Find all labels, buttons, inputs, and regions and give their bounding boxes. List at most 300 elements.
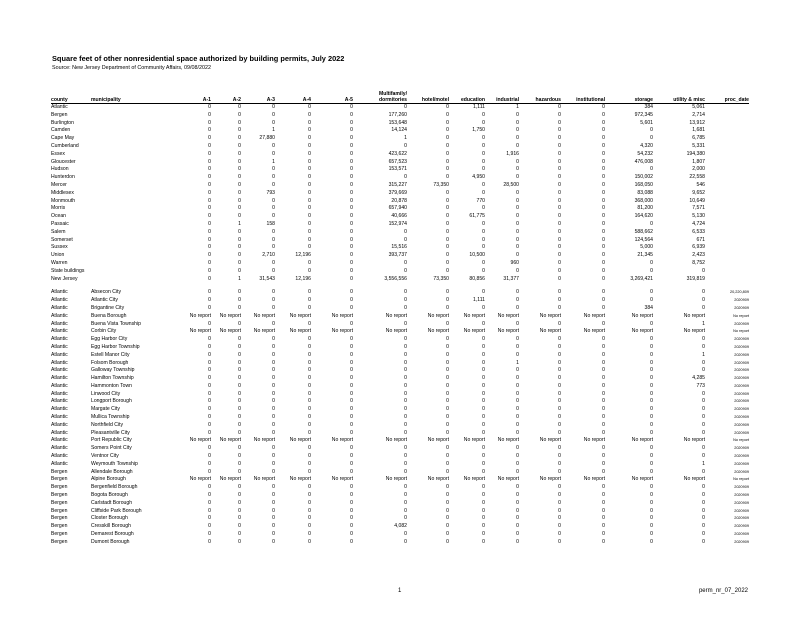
cell-education: 0 — [482, 259, 485, 266]
cell-a1: 0 — [208, 507, 211, 514]
cell-hazardous: 0 — [558, 174, 561, 181]
cell-industrial: 0 — [516, 398, 519, 405]
municipality-row — [51, 539, 749, 547]
cell-industrial: 0 — [516, 267, 519, 274]
cell-a3: 0 — [272, 538, 275, 545]
cell-municipality — [91, 268, 171, 276]
cell-storage: 0 — [650, 220, 653, 227]
cell-a2: 0 — [238, 484, 241, 491]
cell-institutional: 0 — [602, 375, 605, 382]
cell-utility: 0 — [702, 507, 705, 514]
cell-industrial: 0 — [516, 351, 519, 358]
county-row — [51, 268, 749, 276]
cell-a4: 0 — [308, 460, 311, 467]
cell-industrial: 0 — [516, 213, 519, 220]
cell-a4: 0 — [308, 304, 311, 311]
county-row — [51, 244, 749, 252]
cell-education: 0 — [482, 289, 485, 296]
cell-education: 0 — [482, 406, 485, 413]
cell-proc-date: No report — [733, 438, 749, 443]
cell-utility: 0 — [702, 343, 705, 350]
cell-a2: 0 — [238, 507, 241, 514]
cell-county: Morris — [51, 205, 66, 212]
cell-a5: 0 — [350, 289, 353, 296]
cell-a2: 0 — [238, 468, 241, 475]
cell-a3: No report — [253, 476, 275, 483]
cell-county: Passaic — [51, 220, 69, 227]
cell-proc-date — [705, 120, 749, 128]
cell-county: Bergen — [51, 476, 68, 483]
cell-utility: 0 — [702, 499, 705, 506]
cell-education: 0 — [482, 523, 485, 530]
county-row — [51, 143, 749, 151]
cell-proc-date — [705, 268, 749, 276]
cell-a3: 0 — [272, 406, 275, 413]
cell-proc-date: No report — [733, 477, 749, 482]
cell-institutional: 0 — [602, 429, 605, 436]
cell-a3: 1 — [272, 127, 275, 134]
cell-proc-date: 2020909 — [734, 360, 749, 365]
municipality-rows — [51, 289, 749, 546]
cell-a3: 0 — [272, 104, 275, 110]
cell-hazardous: 0 — [558, 119, 561, 126]
cell-utility: 6,533 — [692, 228, 705, 235]
cell-a4: 0 — [308, 150, 311, 157]
cell-hazardous: 0 — [558, 158, 561, 165]
cell-municipality — [91, 166, 171, 174]
cell-county: Atlantic — [51, 351, 68, 358]
cell-hazardous: No report — [539, 312, 561, 319]
col-hazardous: hazardous — [519, 88, 561, 104]
cell-a1: 0 — [208, 468, 211, 475]
cell-institutional: 0 — [602, 421, 605, 428]
cell-municipality: Absecon City — [91, 289, 122, 296]
cell-proc-date — [705, 135, 749, 143]
cell-a5: 0 — [350, 453, 353, 460]
cell-county: Hunterdon — [51, 174, 75, 181]
cell-proc-date — [705, 104, 749, 112]
cell-education: 0 — [482, 390, 485, 397]
cell-county: Salem — [51, 228, 66, 235]
cell-a4: 0 — [308, 158, 311, 165]
cell-a2: 0 — [238, 398, 241, 405]
cell-storage: 0 — [650, 398, 653, 405]
cell-institutional: 0 — [602, 197, 605, 204]
municipality-row — [51, 406, 749, 414]
cell-storage: 384 — [644, 304, 653, 311]
cell-hotel: 0 — [446, 484, 449, 491]
cell-municipality — [91, 182, 171, 190]
report-title: Square feet of other nonresidential space authorized by building permits, July 2022 — [52, 54, 345, 63]
cell-hazardous: 0 — [558, 429, 561, 436]
cell-hazardous: 0 — [558, 197, 561, 204]
cell-education: 1,111 — [473, 297, 485, 304]
cell-hazardous: 0 — [558, 375, 561, 382]
cell-county: Atlantic — [51, 104, 68, 110]
cell-a2: No report — [219, 476, 241, 483]
cell-utility: 1 — [702, 460, 705, 467]
cell-a3: 1 — [272, 158, 275, 165]
cell-county: Warren — [51, 259, 68, 266]
cell-proc-date — [705, 221, 749, 229]
cell-county: Somerset — [51, 236, 73, 243]
cell-industrial: 0 — [516, 111, 519, 118]
cell-education: 0 — [482, 382, 485, 389]
cell-storage: 124,564 — [634, 236, 653, 243]
cell-hotel: 0 — [446, 119, 449, 126]
cell-a1: 0 — [208, 382, 211, 389]
cell-storage: 0 — [650, 382, 653, 389]
cell-a3: No report — [253, 437, 275, 444]
county-row — [51, 174, 749, 182]
cell-municipality: Pleasantville City — [91, 429, 130, 436]
cell-a5: 0 — [350, 468, 353, 475]
cell-storage: 0 — [650, 499, 653, 506]
cell-proc-date — [705, 127, 749, 135]
cell-proc-date — [705, 198, 749, 206]
cell-county: Union — [51, 252, 65, 259]
cell-institutional: 0 — [602, 343, 605, 350]
cell-a2: 0 — [238, 297, 241, 304]
cell-institutional: 0 — [602, 236, 605, 243]
cell-a4: 0 — [308, 289, 311, 296]
cell-a2: 0 — [238, 531, 241, 538]
cell-a5: 0 — [350, 189, 353, 196]
cell-storage: 54,232 — [637, 150, 653, 157]
cell-utility: 4,285 — [692, 375, 705, 382]
cell-education: 0 — [482, 460, 485, 467]
cell-a1: 0 — [208, 289, 211, 296]
cell-a2: 0 — [238, 320, 241, 327]
cell-a5: 0 — [350, 119, 353, 126]
cell-storage: 0 — [650, 445, 653, 452]
cell-a2: 1 — [238, 275, 241, 282]
cell-a5: 0 — [350, 382, 353, 389]
cell-a1: 0 — [208, 484, 211, 491]
cell-a4: 0 — [308, 104, 311, 110]
municipality-row — [51, 484, 749, 492]
cell-education: 0 — [482, 320, 485, 327]
cell-institutional: 0 — [602, 304, 605, 311]
cell-a4: 0 — [308, 538, 311, 545]
cell-industrial: No report — [497, 476, 519, 483]
cell-multifamily: 657,940 — [388, 205, 407, 212]
cell-proc-date: 2020909 — [734, 352, 749, 357]
cell-hotel: 0 — [446, 320, 449, 327]
cell-county: Atlantic — [51, 328, 68, 335]
cell-education: 0 — [482, 531, 485, 538]
cell-proc-date: 2020909 — [734, 485, 749, 490]
cell-a3: 0 — [272, 492, 275, 499]
cell-storage: 0 — [650, 406, 653, 413]
table-header-row — [51, 88, 749, 104]
cell-hotel: 0 — [446, 429, 449, 436]
cell-institutional: 0 — [602, 523, 605, 530]
cell-a3: 0 — [272, 174, 275, 181]
page-number: 1 — [398, 588, 402, 594]
cell-a4: 0 — [308, 267, 311, 274]
cell-education: 0 — [482, 142, 485, 149]
cell-a5: 0 — [350, 267, 353, 274]
cell-storage: 0 — [650, 414, 653, 421]
cell-utility: 5,061 — [692, 104, 705, 110]
cell-hazardous: 0 — [558, 398, 561, 405]
cell-a2: 0 — [238, 375, 241, 382]
cell-institutional: 0 — [602, 336, 605, 343]
cell-a4: 0 — [308, 515, 311, 522]
cell-hazardous: No report — [539, 476, 561, 483]
cell-industrial: No report — [497, 312, 519, 319]
cell-education: 80,856 — [469, 275, 485, 282]
cell-proc-date: 2020909 — [734, 321, 749, 326]
cell-a2: 0 — [238, 127, 241, 134]
cell-hotel: 0 — [446, 252, 449, 259]
col-a2: A-2 — [211, 88, 241, 104]
cell-utility: 0 — [702, 453, 705, 460]
cell-utility: 1,681 — [692, 127, 705, 134]
cell-utility: 1 — [702, 351, 705, 358]
cell-hazardous: 0 — [558, 414, 561, 421]
cell-a4: 0 — [308, 484, 311, 491]
cell-municipality — [91, 237, 171, 245]
cell-a5: 0 — [350, 104, 353, 110]
cell-institutional: 0 — [602, 181, 605, 188]
cell-education: 1,750 — [472, 127, 485, 134]
col-utility: utility & misc — [653, 88, 705, 104]
cell-county: Atlantic — [51, 460, 68, 467]
cell-a3: 158 — [266, 220, 275, 227]
col-a5: A-5 — [311, 88, 353, 104]
cell-proc-date: 2020909 — [734, 383, 749, 388]
municipality-row — [51, 492, 749, 500]
cell-a5: 0 — [350, 111, 353, 118]
cell-a3: 0 — [272, 197, 275, 204]
col-institutional: institutional — [561, 88, 605, 104]
cell-storage: 0 — [650, 166, 653, 173]
cell-a1: 0 — [208, 523, 211, 530]
cell-a1: 0 — [208, 244, 211, 251]
cell-a5: 0 — [350, 127, 353, 134]
cell-multifamily: No report — [385, 328, 407, 335]
cell-storage: 0 — [650, 259, 653, 266]
cell-multifamily: 14,124 — [391, 127, 407, 134]
cell-proc-date: 2020909 — [734, 524, 749, 529]
cell-proc-date — [705, 260, 749, 268]
cell-multifamily: 657,523 — [388, 158, 407, 165]
col-industrial: industrial — [485, 88, 519, 104]
cell-storage: 0 — [650, 359, 653, 366]
cell-a3: 0 — [272, 468, 275, 475]
county-row — [51, 135, 749, 143]
cell-a5: 0 — [350, 135, 353, 142]
cell-municipality: Cresskill Borough — [91, 523, 131, 530]
municipality-row — [51, 360, 749, 368]
cell-storage: 4,320 — [640, 142, 653, 149]
cell-a1: 0 — [208, 297, 211, 304]
cell-utility: 10,649 — [689, 197, 705, 204]
cell-a3: 0 — [272, 320, 275, 327]
cell-education: 0 — [482, 135, 485, 142]
cell-multifamily: 0 — [404, 445, 407, 452]
cell-hotel: 0 — [446, 398, 449, 405]
cell-storage: 0 — [650, 336, 653, 343]
cell-hazardous: 0 — [558, 382, 561, 389]
county-row — [51, 112, 749, 120]
cell-hazardous: 0 — [558, 297, 561, 304]
cell-a5: 0 — [350, 158, 353, 165]
cell-a2: 0 — [238, 166, 241, 173]
cell-utility: 0 — [702, 468, 705, 475]
cell-hazardous: 0 — [558, 289, 561, 296]
cell-county: New Jersey — [51, 275, 78, 282]
cell-utility: 0 — [702, 297, 705, 304]
cell-industrial: 0 — [516, 367, 519, 374]
cell-a5: 0 — [350, 181, 353, 188]
cell-utility: 0 — [702, 421, 705, 428]
cell-a1: 0 — [208, 228, 211, 235]
cell-municipality: Atlantic City — [91, 297, 118, 304]
cell-a4: 0 — [308, 445, 311, 452]
cell-hazardous: 0 — [558, 351, 561, 358]
cell-hotel: 0 — [446, 445, 449, 452]
cell-proc-date — [705, 276, 749, 284]
cell-proc-date — [705, 151, 749, 159]
cell-multifamily: 0 — [404, 429, 407, 436]
cell-a3: 0 — [272, 236, 275, 243]
cell-storage: 21,345 — [637, 252, 653, 259]
cell-multifamily: 0 — [404, 359, 407, 366]
cell-multifamily: 315,227 — [388, 181, 407, 188]
cell-a5: 0 — [350, 320, 353, 327]
cell-hotel: 0 — [446, 468, 449, 475]
municipality-row — [51, 352, 749, 360]
cell-county: Cape May — [51, 135, 75, 142]
cell-a4: 12,196 — [295, 275, 311, 282]
cell-hotel: 0 — [446, 104, 449, 110]
cell-industrial: 0 — [516, 484, 519, 491]
cell-storage: 0 — [650, 468, 653, 475]
cell-a1: 0 — [208, 150, 211, 157]
cell-a3: 0 — [272, 181, 275, 188]
cell-utility: No report — [683, 312, 705, 319]
cell-municipality: Estell Manor City — [91, 351, 130, 358]
cell-institutional: 0 — [602, 515, 605, 522]
cell-municipality: Mullica Township — [91, 414, 130, 421]
cell-hazardous: 0 — [558, 236, 561, 243]
cell-industrial: 0 — [516, 538, 519, 545]
cell-utility: 671 — [696, 236, 705, 243]
cell-hotel: 0 — [446, 507, 449, 514]
cell-industrial: 0 — [516, 166, 519, 173]
cell-a1: 0 — [208, 367, 211, 374]
cell-institutional: No report — [583, 437, 605, 444]
cell-a4: 0 — [308, 414, 311, 421]
cell-utility: No report — [683, 437, 705, 444]
cell-proc-date: 2020909 — [734, 305, 749, 310]
cell-a2: 0 — [238, 359, 241, 366]
cell-hotel: 0 — [446, 236, 449, 243]
cell-institutional: 0 — [602, 104, 605, 110]
cell-a5: 0 — [350, 538, 353, 545]
cell-industrial: 0 — [516, 421, 519, 428]
cell-proc-date: 2020909 — [734, 446, 749, 451]
cell-storage: 0 — [650, 351, 653, 358]
cell-education: 0 — [482, 492, 485, 499]
cell-county: Atlantic — [51, 312, 68, 319]
cell-hotel: 0 — [446, 127, 449, 134]
municipality-row — [51, 328, 749, 336]
cell-storage: 476,008 — [634, 158, 653, 165]
cell-institutional: 0 — [602, 244, 605, 251]
cell-county: Atlantic — [51, 359, 68, 366]
cell-a2: 0 — [238, 429, 241, 436]
cell-multifamily: 0 — [404, 236, 407, 243]
cell-proc-date: 2020909 — [734, 407, 749, 412]
cell-a5: 0 — [350, 367, 353, 374]
cell-education: 4,950 — [472, 174, 485, 181]
municipality-row — [51, 453, 749, 461]
county-row — [51, 166, 749, 174]
cell-proc-date: 2020909 — [734, 430, 749, 435]
cell-storage: 0 — [650, 375, 653, 382]
cell-a5: No report — [331, 328, 353, 335]
cell-education: 0 — [482, 507, 485, 514]
cell-a2: 0 — [238, 228, 241, 235]
cell-county: Bergen — [51, 499, 68, 506]
cell-storage: 0 — [650, 492, 653, 499]
cell-a4: 0 — [308, 228, 311, 235]
cell-municipality — [91, 159, 171, 167]
cell-a2: 0 — [238, 523, 241, 530]
cell-multifamily: 0 — [404, 104, 407, 110]
cell-county: Atlantic — [51, 437, 68, 444]
cell-a4: 0 — [308, 166, 311, 173]
cell-a4: 0 — [308, 359, 311, 366]
cell-utility: No report — [683, 328, 705, 335]
cell-hotel: 0 — [446, 213, 449, 220]
cell-institutional: 0 — [602, 166, 605, 173]
cell-a3: 0 — [272, 382, 275, 389]
cell-a2: 0 — [238, 538, 241, 545]
cell-multifamily: 0 — [404, 531, 407, 538]
cell-education: 0 — [482, 468, 485, 475]
cell-hotel: 0 — [446, 220, 449, 227]
cell-a5: 0 — [350, 523, 353, 530]
cell-municipality: Carlstadt Borough — [91, 499, 133, 506]
cell-a4: 0 — [308, 181, 311, 188]
cell-a1: 0 — [208, 429, 211, 436]
cell-a1: 0 — [208, 398, 211, 405]
cell-education: 0 — [482, 189, 485, 196]
cell-hotel: 0 — [446, 205, 449, 212]
cell-hotel: 0 — [446, 111, 449, 118]
cell-a4: 0 — [308, 367, 311, 374]
cell-a2: 0 — [238, 244, 241, 251]
cell-industrial: 0 — [516, 445, 519, 452]
cell-industrial: 0 — [516, 336, 519, 343]
cell-hotel: 0 — [446, 523, 449, 530]
cell-a1: No report — [189, 437, 211, 444]
cell-hotel: 0 — [446, 390, 449, 397]
cell-a2: 0 — [238, 499, 241, 506]
cell-multifamily: 0 — [404, 382, 407, 389]
cell-a3: 0 — [272, 142, 275, 149]
cell-industrial: 0 — [516, 119, 519, 126]
cell-a1: 0 — [208, 275, 211, 282]
cell-municipality — [91, 198, 171, 206]
cell-education: 0 — [482, 375, 485, 382]
cell-multifamily: 0 — [404, 515, 407, 522]
